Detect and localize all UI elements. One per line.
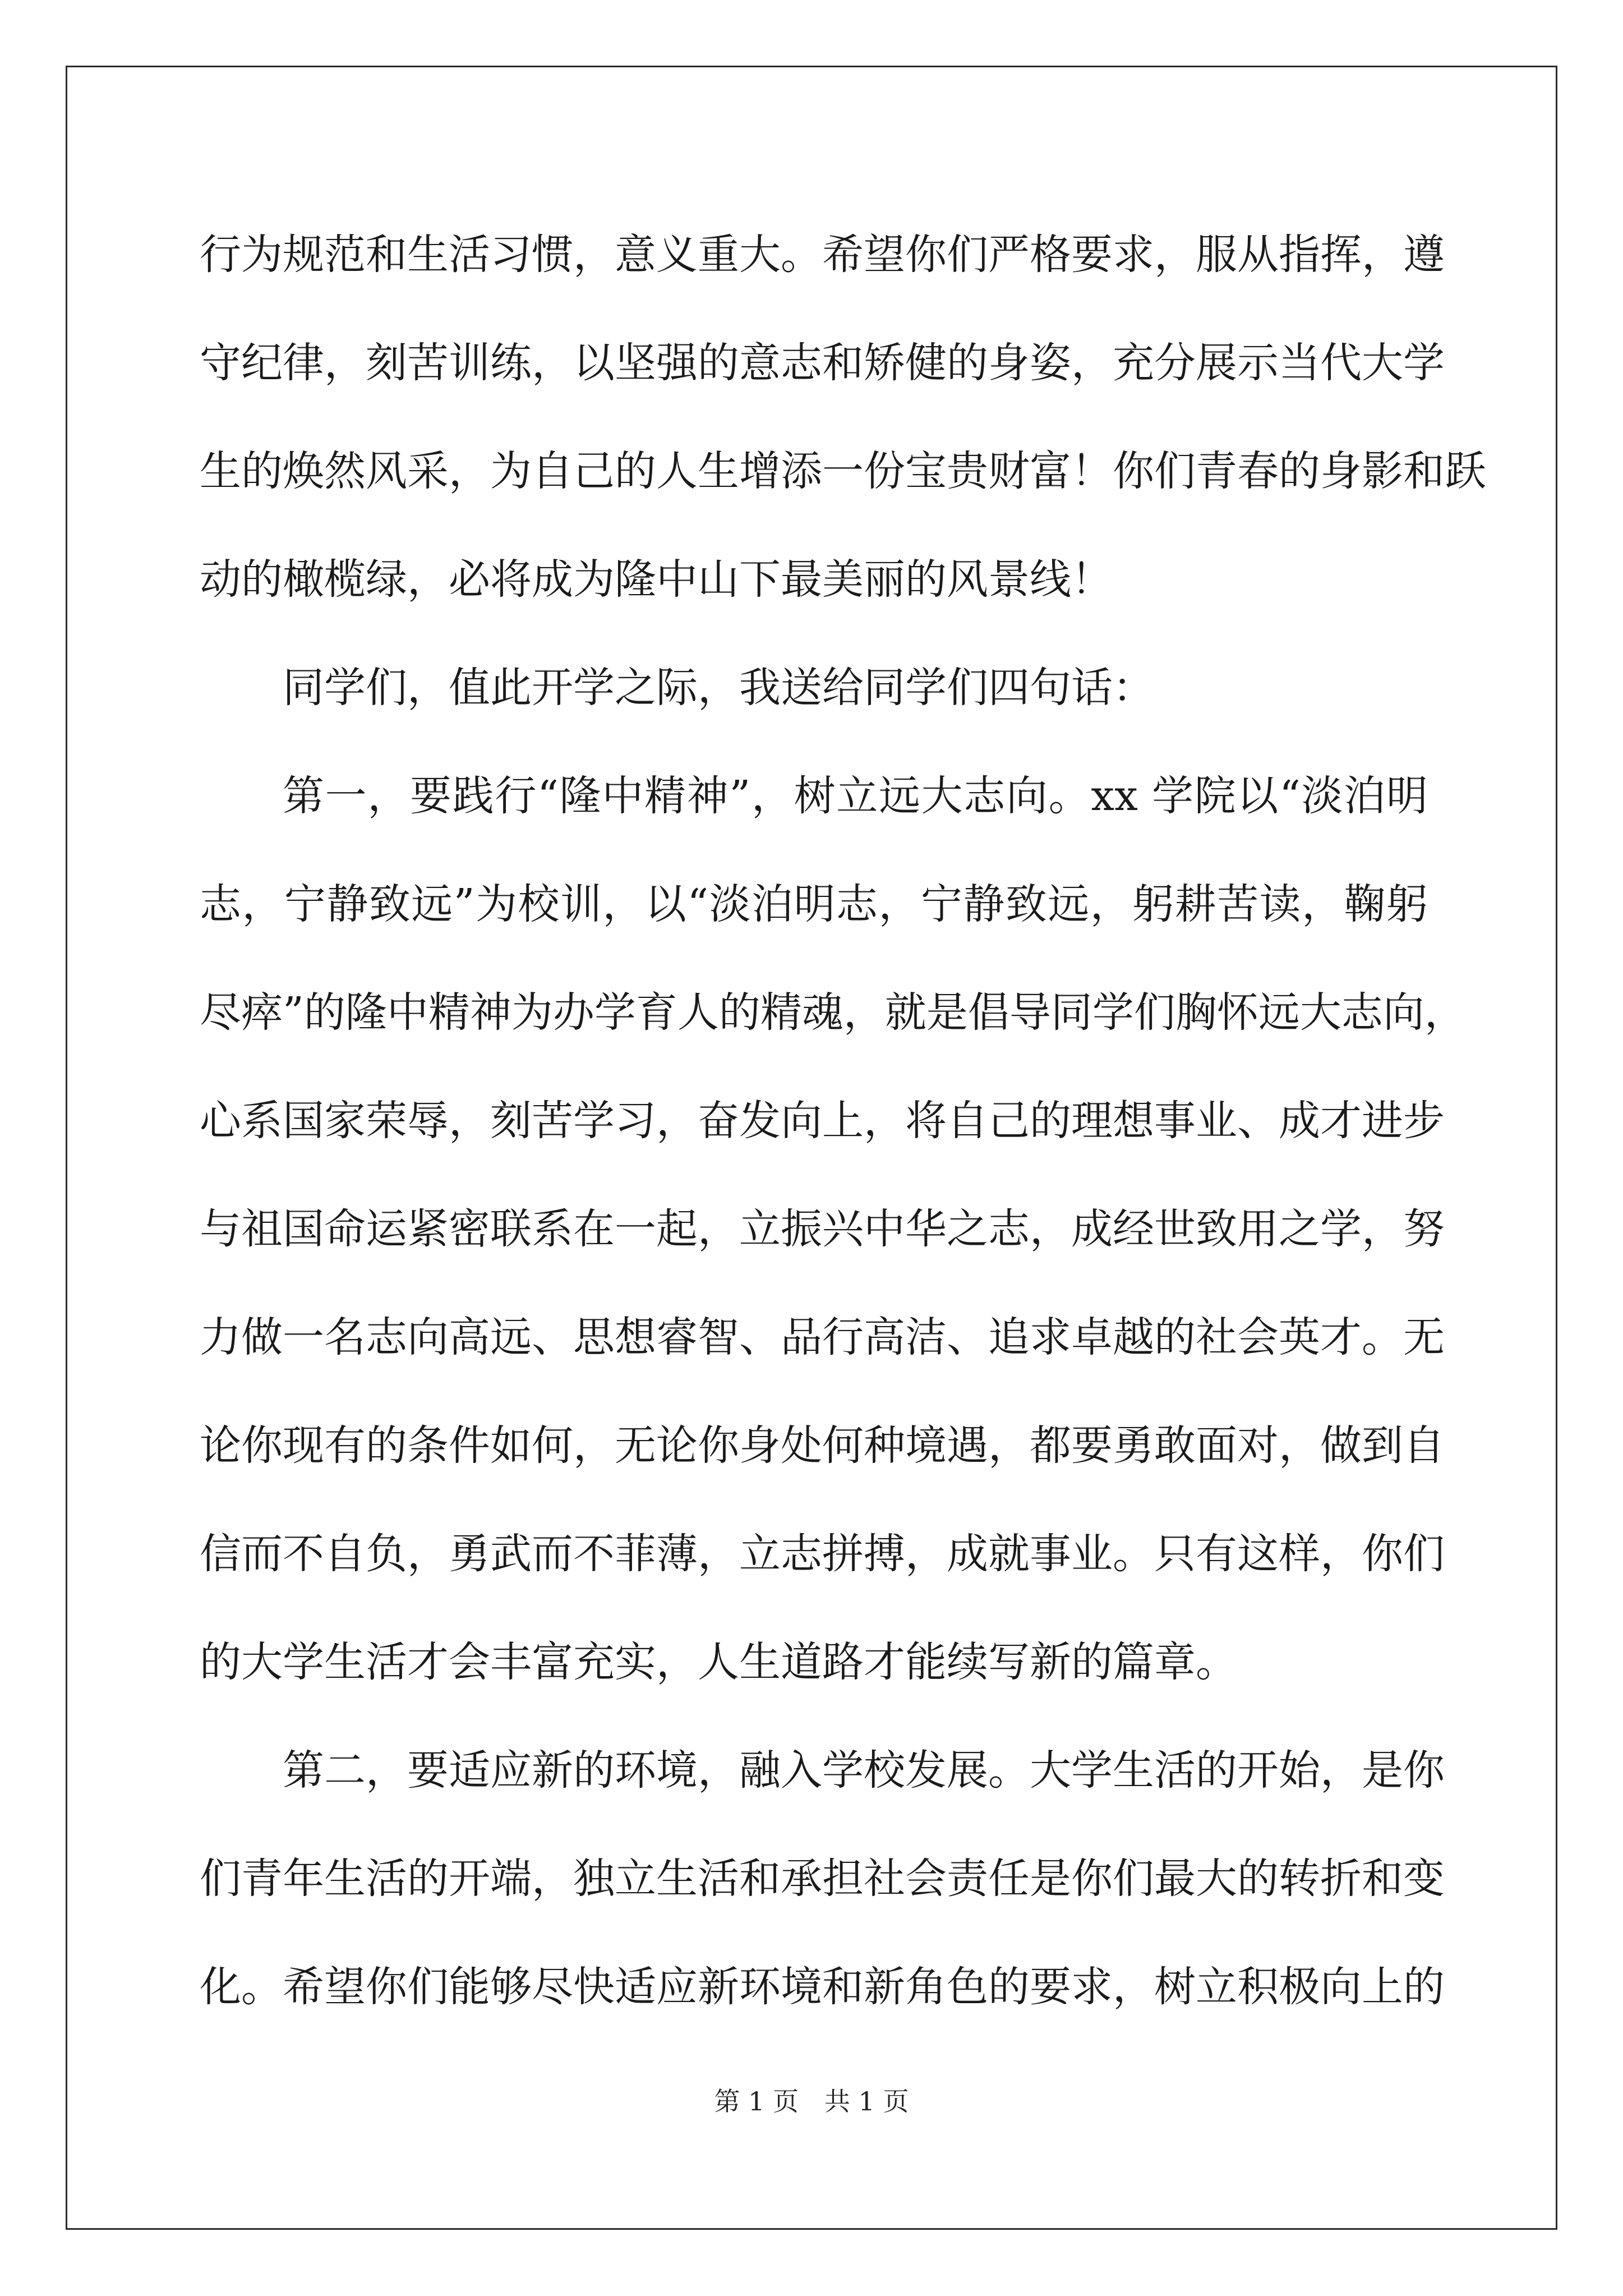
text-line-2: 守纪律，刻苦训练，以坚强的意志和矫健的身姿，充分展示当代大学 (200, 339, 1445, 387)
text-line-1: 行为规范和生活习惯，意义重大。希望你们严格要求，服从指挥，遵 (200, 231, 1445, 279)
text-line-7: 志，宁静致远”为校训，以“淡泊明志，宁静致远，躬耕苦读，鞠躬 (200, 880, 1428, 928)
text-line-17: 化。希望你们能够尽快适应新环境和新角色的要求，树立积极向上的 (200, 1963, 1445, 2011)
text-line-12: 论你现有的条件如何，无论你身处何种境遇，都要勇敢面对，做到自 (200, 1421, 1445, 1470)
text-line-9: 心系国家荣辱，刻苦学习，奋发向上，将自己的理想事业、成才进步 (200, 1097, 1445, 1145)
page-number-footer: 第 1 页 共 1 页 (714, 2086, 909, 2116)
text-line-4: 动的橄榄绿，必将成为隆中山下最美丽的风景线！ (200, 555, 1113, 604)
text-line-6: 第一，要践行“隆中精神”，树立远大志向。xx 学院以“淡泊明 (283, 772, 1428, 820)
text-line-11: 力做一名志向高远、思想睿智、品行高洁、追求卓越的社会英才。无 (200, 1313, 1445, 1361)
text-line-14: 的大学生活才会丰富充实，人生道路才能续写新的篇章。 (200, 1638, 1237, 1686)
text-line-8: 尽瘁”的隆中精神为办学育人的精魂，就是倡导同学们胸怀远大志向， (200, 988, 1466, 1037)
text-line-3: 生的焕然风采，为自己的人生增添一份宝贵财富！你们青春的身影和跃 (200, 447, 1486, 495)
text-line-16: 们青年生活的开端，独立生活和承担社会责任是你们最大的转折和变 (200, 1855, 1445, 1903)
text-line-13: 信而不自负，勇武而不菲薄，立志拼搏，成就事业。只有这样，你们 (200, 1530, 1445, 1578)
text-line-15: 第二，要适应新的环境，融入学校发展。大学生活的开始，是你 (283, 1746, 1445, 1795)
text-line-5: 同学们，值此开学之际，我送给同学们四句话： (283, 664, 1154, 712)
text-line-10: 与祖国命运紧密联系在一起，立振兴中华之志，成经世致用之学，努 (200, 1205, 1445, 1253)
